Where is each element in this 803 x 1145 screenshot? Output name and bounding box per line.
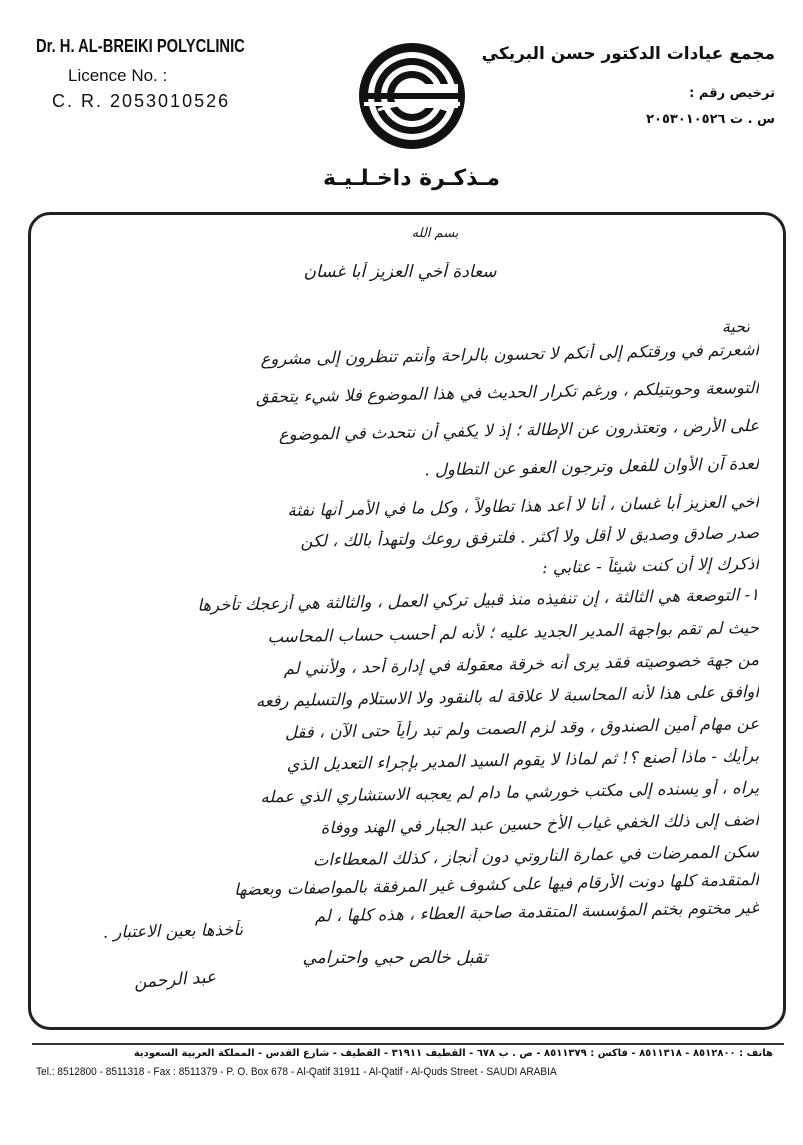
licence-label-ar: ترخيص رقم :: [689, 86, 775, 101]
clinic-name-ar: مجمع عيادات الدكتور حسن البريكي: [481, 44, 775, 64]
letter-line: على الأرض ، وتعتذرون عن الإطالة ؛ إذ لا يكفي أن نتحدث في الموضوع: [278, 416, 760, 445]
footer-divider: [32, 1043, 784, 1045]
salutation: سعادة أخي العزيز أبا غسان: [303, 262, 497, 282]
letter-line: حيث لم تقم بواجهة المدير الجديد عليه ؛ لأنه لم أحسب حساب المحاسب: [267, 618, 760, 647]
letter-line: التوسعة وحوبتيلكم ، ورغم تكرار الحديث في هذا الموضوع فلا شيء يتحقق: [255, 378, 760, 407]
letter-line: من جهة خصوصيته فقد يرى أنه خرقة معقولة في إدارة أحد ، ولأنني لم: [283, 650, 760, 679]
letter-line: أذكرك إلا أن كنت شيئاً - عتابي :: [541, 554, 760, 578]
letter-line: غير مختوم بختم المؤسسة المتقدمة صاحبة العطاء ، هذه كلها ، لم: [314, 898, 760, 926]
cr-number: C. R. 2053010526: [52, 91, 231, 111]
signature: عبد الرحمن: [133, 967, 217, 993]
letter-line: أشعرتم في ورقتكم إلى أنكم لا تحسون بالراحة وأنتم تنظرون إلى مشروع: [260, 340, 760, 369]
letter-line: سكن الممرضات في عمارة الناروتي دون أنجاز ، كذلك المعطاءات: [312, 842, 760, 870]
letter-line: المتقدمة كلها دونت الأرقام فيها على كشوف غير المرفقة بالمواصفات وبعضها: [234, 870, 760, 900]
memo-title: مـذكـرة داخـلـيـة: [322, 166, 501, 191]
footer-address-ar: هاتف : ٨٥١٢٨٠٠ - ٨٥١١٣١٨ - فاكس : ٨٥١١٣٧٩ - ص . ب ٦٧٨ - القطيف ٣١٩١١ - القطيف - شارع القدس - المملكة العربية السعودية: [133, 1048, 773, 1059]
letter-line: أخي العزيز أبا غسان ، أنا لا أعد هذا تطاولاً ، وكل ما في الأمر أنها نفثة: [287, 492, 760, 521]
clinic-name-en: Dr. H. AL-BREIKI POLYCLINIC: [36, 36, 245, 56]
letter-line: صدر صادق وصديق لا أقل ولا أكثر . فلترفق روعك ولتهدأ بالك ، لكن: [300, 523, 760, 551]
licence-label: Licence No. :: [68, 66, 168, 85]
clinic-logo-icon: [356, 40, 468, 152]
footer-address-en: Tel.: 8512800 - 8511318 - Fax : 8511379 - P. O. Box 678 - Al-Qatif 31911 - Al-Qatif - Al-Quds Street - SAUDI ARABIA: [36, 1066, 557, 1078]
greeting: تحية: [721, 317, 750, 336]
letter-line: برأيك - ماذا أصنع ؟! ثم لماذا لا يقوم السيد المدير بإجراء التعديل الذي: [286, 746, 760, 775]
cr-number-ar: س . ت ٢٠٥٣٠١٠٥٢٦: [646, 112, 775, 127]
letter-line: أوافق على هذا لأنه المحاسبة لا علاقة له بالنقود ولا الاستلام والتسليم رفعه: [255, 682, 760, 711]
letter-line: لعدة آن الأوان للفعل وترجون العفو عن التطاول .: [424, 454, 760, 480]
letter-line: عن مهام أمين الصندوق ، وقد لزم الصمت ولم تبد رأياً حتى الآن ، فقل: [284, 714, 760, 743]
letter-line: ١- التوصعة هي الثالثة ، إن تنفيذه منذ قبيل تركي العمل ، والثالثة هي أزعجك تأخرها: [197, 585, 760, 615]
closing: تقبل خالص حبي واحترامي: [302, 948, 488, 968]
letter-line: تأخذها بعين الاعتبار .: [102, 920, 244, 942]
letter-line: أضف إلى ذلك الخفي غياب الأخ حسين عبد الجبار في الهند ووفاة: [320, 810, 760, 838]
letter-line: يراه ، أو يسنده إلى مكتب خورشي ما دام لم يعجبه الاستشاري الذي عمله: [260, 778, 760, 807]
basmala: بسم الله: [411, 226, 459, 241]
